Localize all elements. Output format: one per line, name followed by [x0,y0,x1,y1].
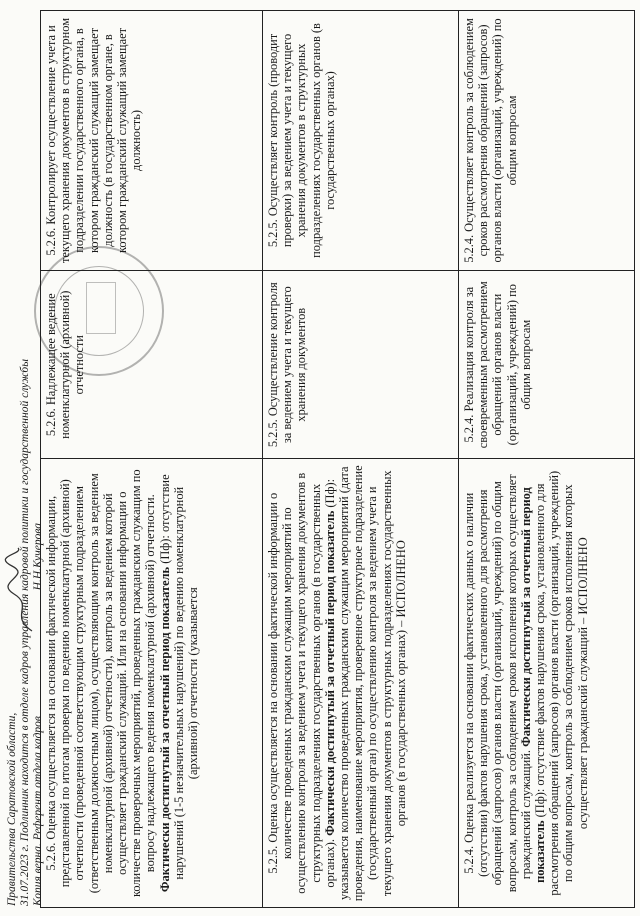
evaluation-text: 5.2.4. Оценка реализуется на основании фактических данных о наличии (отсутствии) фактов нарушения срока, установленного для рассмотрения обращений (запросов) органов власти (организаций, учреждений) по общим вопросам, контроль за соблюдением сроков исполнения которых осуществляет гражданский служащий. [462,474,533,893]
evaluation-indicator-text: (Пф): отсутствие нарушений (1-5 незначительных нарушений) по ведению номенклатурной (архивной) отчетности (указывается [157,474,201,880]
handwritten-signature [4,546,38,636]
result-text: 5.2.4. Реализация контроля за своевременным рассмотрением обращений органов власти (организаций, учреждений) по общим вопросам [462,281,533,449]
duty-cell [41,11,263,271]
evaluation-indicator-title: Фактически достигнутый за отчетный период показатель [518,487,548,883]
evaluation-indicator-title: Фактически достигнутый за отчетный период показатель [157,566,172,893]
signer-name: Н.Н.Кучерова [32,522,44,591]
result-text: 5.2.5. Осуществление контроля за ведением учета и текущего хранения документов [266,282,309,448]
evaluation-cell [459,459,635,908]
evaluation-indicator-text: (Пф): указывается количество проведенных гражданским служащим мероприятий (дата проведения, наименование мероприятия, проверенное структурное подразделение (государственный орган) по осуществлению контроля за ведением учета и текущего хранения документов в структурных подразделениях государственных органов (в государственных органах) – ИСПОЛНЕНО [322,465,408,902]
duties-table [40,10,635,908]
evaluation-indicator-text: (Пф): отсутствие фактов нарушения срока, установленного для рассмотрения обращений (запросов) органов власти (организаций, учреждений) по общим вопросам, контроль за соблюдением сроков исполнения которых осуществляет гражданский служащий – ИСПОЛНЕНО [533,470,590,896]
evaluation-text: 5.2.5. Оценка осуществляется на основании фактической информации о количестве проведенных гражданским служащим мероприятий по осуществлению контроля за ведением учета и текущего хранения документов в структурных подразделениях государственных органов (в государственных органах). [266,472,337,894]
duty-text: 5.2.4. Осуществляет контроль за соблюдением сроков рассмотрения обращений (запросов) органов власти (организаций, учреждений) по общим вопросам [462,18,519,263]
evaluation-cell [263,459,459,908]
evaluation-text: 5.2.6. Оценка осуществляется на основании фактической информации, представленной по итогам проверки по ведению номенклатурной (архивной) отчетности (проведенной соответствующим структурным подразделением (ответственным должностным лицом), осуществляющим контроль за ведением номенклатурной (архивной) отчетности), контроль за ведением которой осуществляет гражданский служащий. Или на основании информации о количестве проверочных мероприятий, проведенных гражданским служащим по вопросу надлежащего ведения номенклатурной (архивной) отчетности. [44,469,158,898]
duty-text: 5.2.5. Осуществляет контроль (проводит проверки) за ведением учета и текущего хранения документов в структурных подразделениях государственных органов (в государственных органах) [266,23,337,258]
evaluation-cell [41,459,263,908]
duty-text: 5.2.6. Контролирует осуществление учета и текущего хранения документов в структурном подразделении государственного органа, в котором гражданский служащий замещает должность (в государственном органе, в котором гражданский служащий замещает должность) [44,17,144,263]
table-row [263,11,459,908]
footer-line-1: Правительства Саратовской области, [6,712,18,906]
duty-cell [263,11,459,271]
footer-line-3-text: Копия верна. Референт отдела кадров [32,716,44,906]
table-row [459,11,635,908]
footer-line-2: 31.07.2023 г. Подлинник находится в отделе кадров управления кадровой политики и государственной службы [19,359,31,906]
table-row [41,11,263,908]
evaluation-indicator-title: Фактически достигнутый за отчетный период показатель [322,510,337,836]
result-cell [41,270,263,459]
result-cell [459,270,635,459]
result-text: 5.2.6. Надлежащее ведение номенклатурной (архивной) отчетности [44,290,87,439]
duty-cell [459,11,635,271]
result-cell [263,270,459,459]
